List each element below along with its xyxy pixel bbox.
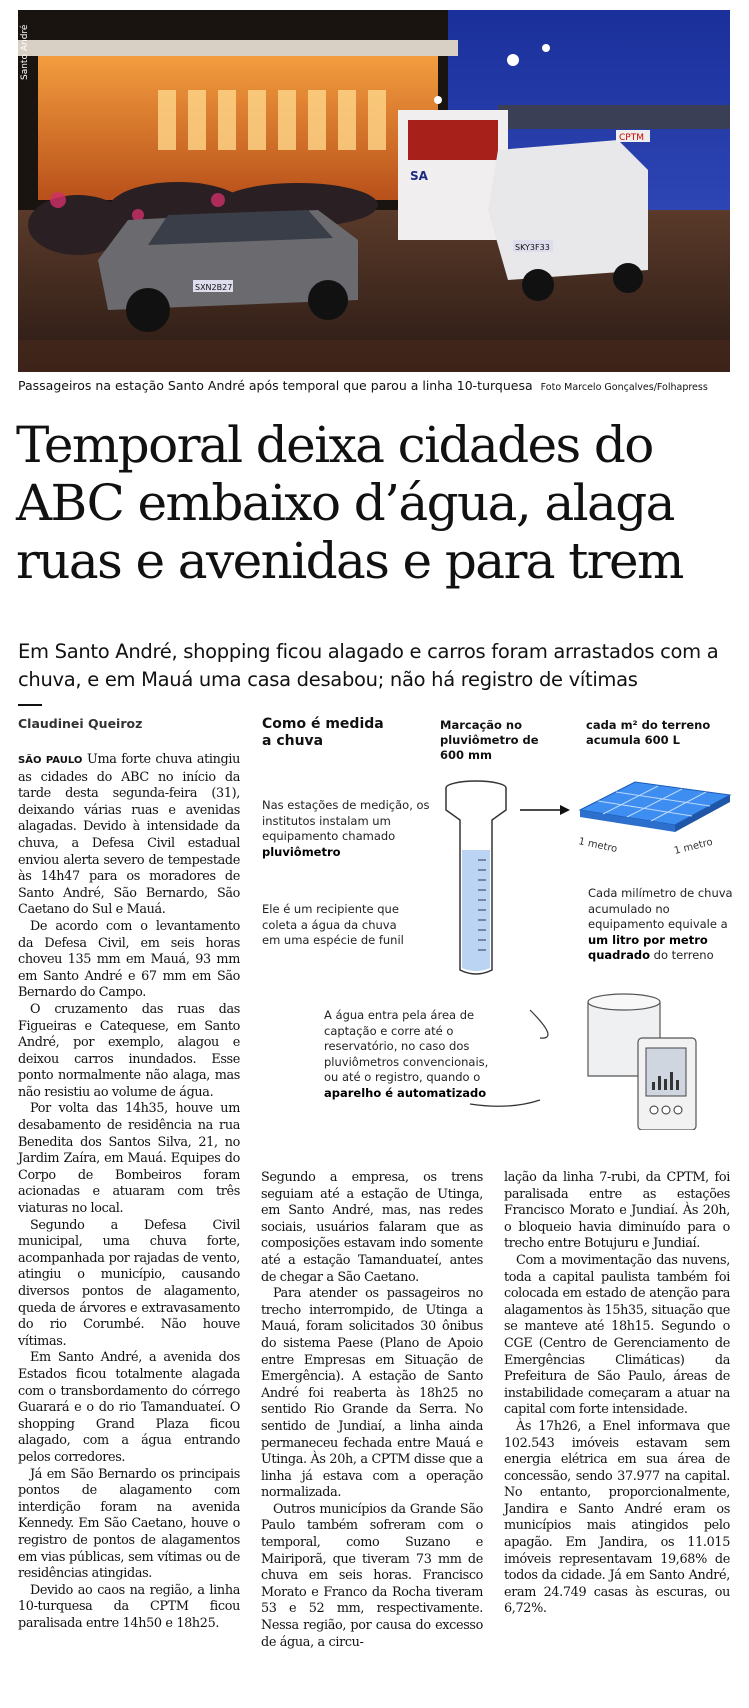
automatic-gauge-icon — [470, 994, 696, 1130]
photo-vertical-credit: Santo André — [20, 24, 30, 80]
photo-caption — [18, 378, 730, 393]
infographic-text-3 — [588, 886, 738, 964]
paragraph: De acordo com o levantamento da Defesa Civil, em seis horas choveu 135 mm em Mauá, 93 mm em Santo André e 67 mm em São Bernardo do Campo. — [18, 918, 240, 1001]
rain-gauge-icon — [446, 781, 506, 974]
paragraph: Devido ao caos na região, a linha 10-turquesa da CPTM ficou paralisada entre 14h50 e 18h25. — [18, 1582, 240, 1631]
station-sign-text: CPTM — [619, 133, 644, 143]
photo-scene — [18, 10, 730, 372]
byline: Claudinei Queiroz — [18, 716, 143, 731]
infographic-bold: pluviômetro — [262, 844, 341, 859]
article-column-2 — [261, 1170, 483, 1651]
infographic-text: do terreno — [653, 948, 714, 962]
paragraph: Às 17h26, a Enel informava que 102.543 imóveis estavam sem energia elétrica em sua área de concessão, sendo 37.977 na capital. No entanto, proporcionalmente, Jandira e Santo André eram os municípios mais atingidos pelo apagão. Em Jandira, os 11.015 imóveis representavam 19,68% de todos da cidade. Já em Santo André, eram 24.749 casas às escuras, ou 6,72%. — [504, 1418, 730, 1617]
paragraph — [18, 752, 240, 919]
paragraph: Com a movimentação das nuvens, toda a capital paulista também foi colocada em estado de atenção para alagamentos às 15h35, situação que se manteve até 18h15. Segundo o CGE (Centro de Gerenciamento de Emergências Climáticas) da Prefeitura de São Paulo, áreas de instabilidade começaram a atuar na capital com forte intensidade. — [504, 1252, 730, 1418]
infographic-bold: aparelho é automatizado — [324, 1085, 487, 1100]
article-column-1 — [18, 752, 240, 1632]
headline: Temporal deixa cidades do ABC embaixo d’água, alaga ruas e avenidas e para trem — [16, 416, 683, 590]
paragraph: lação da linha 7-rubi, da CPTM, foi paralisada entre as estações Francisco Morato e Jundiaí. Às 20h, o bloqueio havia diminuído para o trecho entre Botujuru e Jundiaí. — [504, 1170, 730, 1252]
car-plate-text: SXN2B27 — [195, 283, 233, 292]
paragraph: Para atender os passageiros no trecho interrompido, de Utinga a Mauá, foram solicitados 30 ônibus do sistema Paese (Plano de Apoio entre Empresas em Situação de Emergência). A estação de Santo André foi reaberta às 18h25 no sentido Rio Grande da Serra. No sentido de Jundiaí, a linha ainda permaneceu fechada entre Mauá e Utinga. Às 20h, a CPTM disse que a linha já estava com a operação normalizada. — [261, 1286, 483, 1501]
label-gauge: Marcação no pluviômetro de 600 mm — [440, 718, 539, 762]
paragraph: Outros municípios da Grande São Paulo também sofreram com o temporal, como Suzano e Mairiporã, que tiveram 73 mm de chuva em seis horas. Francisco Morato e Franco da Rocha tiveram 53 e 52 mm, respectivamente. Nessa região, por causa do excesso de água, a circu- — [261, 1501, 483, 1650]
infographic-title: Como é medida a chuva — [262, 716, 384, 749]
ground-grid-icon — [580, 782, 730, 832]
paragraph: O cruzamento das ruas das Figueiras e Catequese, em Santo André, por exemplo, alagou e deixou carros inundados. Esse ponto normalmente não alaga, mas não resistiu ao volume de água. — [18, 1001, 240, 1100]
infographic-text: Nas estações de medição, os institutos instalam um equipamento chamado — [262, 798, 430, 843]
infographic-text: Cada milímetro de chuva acumulado no equipamento equivale a — [588, 886, 733, 931]
label-grid: cada m² do terreno acumula 600 L — [586, 718, 711, 747]
infographic-text-2: Ele é um recipiente que coleta a água da chuva em uma espécie de funil — [262, 902, 404, 947]
arrow-right-icon — [520, 805, 570, 815]
infographic-text-4 — [324, 1008, 502, 1101]
photo-credit: Foto Marcelo Gonçalves/Folhapress — [540, 382, 708, 393]
dateline: SÃO PAULO — [18, 755, 83, 766]
paragraph: Por volta das 14h35, houve um desabamento de residência na rua Benedita dos Santos Silva, 21, no Jardim Zaíra, em Mauá. Equipes do Corpo de Bombeiros foram acionadas e atuaram com três viaturas no local. — [18, 1101, 240, 1217]
paragraph: Segundo a Defesa Civil municipal, uma chuva forte, acompanhada por rajadas de vento, atingiu o município, causando diversos pontos de alagamento, queda de árvores e extravasamento do rio Corumbé. Não houve vítimas. — [18, 1217, 240, 1349]
infographic-bold: um litro por metro quadrado — [588, 932, 708, 962]
dim-label-2: 1 metro — [673, 836, 714, 857]
dim-label-1: 1 metro — [577, 836, 619, 856]
byline-rule — [18, 704, 42, 706]
van-plate-text: SKY3F33 — [515, 243, 550, 252]
news-photo — [18, 10, 730, 372]
article-column-3 — [504, 1170, 730, 1618]
deck: Em Santo André, shopping ficou alagado e carros foram arrastados com a chuva, e em Mauá uma casa desabou; não há registro de vítimas — [18, 640, 719, 691]
bus-badge: SA — [410, 169, 428, 183]
caption-text: Passageiros na estação Santo André após temporal que parou a linha 10-turquesa — [18, 378, 533, 393]
paragraph: Em Santo André, a avenida dos Estados ficou totalmente alagada com o transbordamento do córrego Guarará e o do rio Tamanduateí. O shopping Grand Plaza ficou alagado, com a água entrando pelos corredores. — [18, 1350, 240, 1465]
infographic-text-1 — [262, 798, 432, 860]
infographic-text: A água entra pela área de captação e corre até o reservatório, no caso dos pluviômetros convencionais, ou até o registro, quando o — [324, 1008, 489, 1084]
paragraph: Segundo a empresa, os trens seguiam até a estação de Utinga, em Santo André, mas, nas redes sociais, usuários falaram que as composições estavam indo somente até a estação Tamanduateí, antes de chegar a São Caetano. — [261, 1170, 483, 1285]
paragraph-text: Uma forte chuva atingiu as cidades do ABC no início da tarde desta segunda-feira (31), deixando várias ruas e avenidas alagadas. Devido à intensidade da chuva, a Defesa Civil estadual enviou alerta severo de tempestade às 14h47 para os moradores de Santo André, São Bernardo, São Caetano do Sul e Mauá. — [18, 752, 240, 918]
paragraph: Já em São Bernardo os principais pontos de alagamento com interdição foram na avenida Kennedy. Em São Caetano, houve o registro de pontos de alagamentos em vias públicas, sem vítimas ou de residências atingidas. — [18, 1466, 240, 1582]
